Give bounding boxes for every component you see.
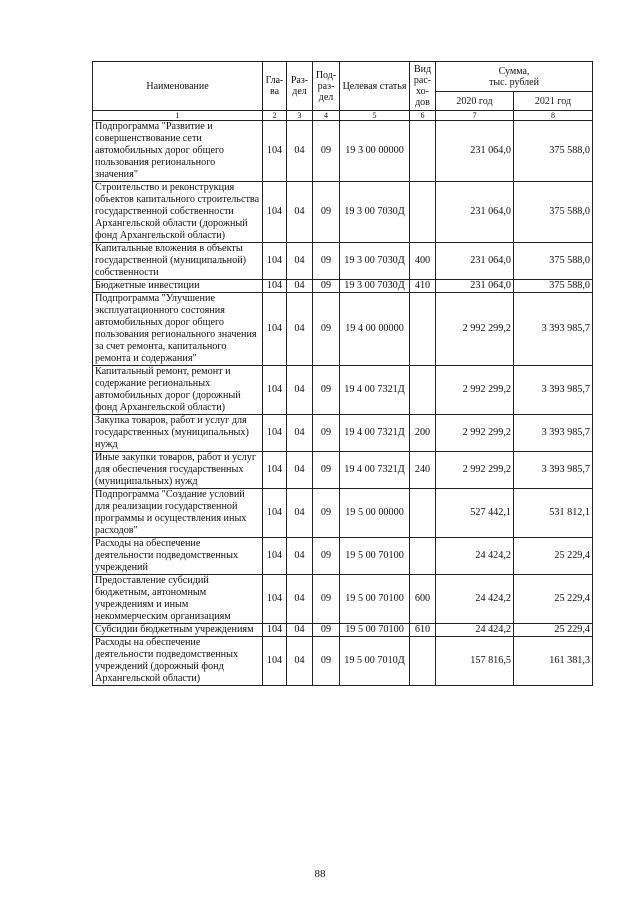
row-sum-2020: 2 992 299,2 bbox=[436, 415, 514, 452]
row-vid: 610 bbox=[410, 624, 436, 637]
table-row bbox=[93, 637, 593, 686]
row-podrazdel: 09 bbox=[313, 575, 340, 624]
row-sum-2021: 375 588,0 bbox=[514, 182, 593, 243]
row-sum-2021: 25 229,4 bbox=[514, 575, 593, 624]
row-statya: 19 4 00 7321Д bbox=[340, 415, 410, 452]
row-podrazdel: 09 bbox=[313, 452, 340, 489]
row-sum-2020: 527 442,1 bbox=[436, 489, 514, 538]
row-podrazdel: 09 bbox=[313, 538, 340, 575]
row-sum-2021: 375 588,0 bbox=[514, 280, 593, 293]
row-name: Расходы на обеспечение деятельности подведомственных учреждений bbox=[93, 538, 263, 575]
table-row bbox=[93, 415, 593, 452]
row-vid bbox=[410, 293, 436, 366]
row-glava: 104 bbox=[263, 489, 287, 538]
row-razdel: 04 bbox=[287, 637, 313, 686]
row-razdel: 04 bbox=[287, 121, 313, 182]
row-glava: 104 bbox=[263, 366, 287, 415]
row-statya: 19 5 00 70100 bbox=[340, 575, 410, 624]
row-vid: 200 bbox=[410, 415, 436, 452]
table-row bbox=[93, 624, 593, 637]
row-statya: 19 3 00 7030Д bbox=[340, 280, 410, 293]
row-podrazdel: 09 bbox=[313, 637, 340, 686]
row-glava: 104 bbox=[263, 624, 287, 637]
row-sum-2020: 157 816,5 bbox=[436, 637, 514, 686]
table-row bbox=[93, 121, 593, 182]
header-glava: Гла-ва bbox=[263, 62, 287, 111]
row-razdel: 04 bbox=[287, 280, 313, 293]
table-row bbox=[93, 182, 593, 243]
table-row bbox=[93, 366, 593, 415]
column-number: 7 bbox=[436, 111, 514, 121]
row-sum-2021: 3 393 985,7 bbox=[514, 293, 593, 366]
header-statya: Целевая статья bbox=[340, 62, 410, 111]
row-glava: 104 bbox=[263, 538, 287, 575]
budget-table bbox=[92, 61, 593, 686]
row-name: Подпрограмма "Создание условий для реализации государственной программы и осуществления иных расходов" bbox=[93, 489, 263, 538]
row-vid: 410 bbox=[410, 280, 436, 293]
table-row bbox=[93, 243, 593, 280]
row-podrazdel: 09 bbox=[313, 624, 340, 637]
row-statya: 19 4 00 7321Д bbox=[340, 452, 410, 489]
row-sum-2020: 231 064,0 bbox=[436, 182, 514, 243]
row-sum-2021: 25 229,4 bbox=[514, 624, 593, 637]
column-number: 6 bbox=[410, 111, 436, 121]
column-number: 5 bbox=[340, 111, 410, 121]
row-vid bbox=[410, 637, 436, 686]
header-podrazdel: Под-раз-дел bbox=[313, 62, 340, 111]
row-name: Капитальный ремонт, ремонт и содержание региональных автомобильных дорог (дорожный фонд Архангельской области) bbox=[93, 366, 263, 415]
row-sum-2021: 375 588,0 bbox=[514, 121, 593, 182]
column-number: 8 bbox=[514, 111, 593, 121]
row-glava: 104 bbox=[263, 243, 287, 280]
header-vid: Вид рас-хо-дов bbox=[410, 62, 436, 111]
row-name: Предоставление субсидий бюджетным, автономным учреждениям и иным некоммерческим организациям bbox=[93, 575, 263, 624]
row-sum-2020: 2 992 299,2 bbox=[436, 293, 514, 366]
row-sum-2021: 3 393 985,7 bbox=[514, 366, 593, 415]
row-glava: 104 bbox=[263, 280, 287, 293]
table-row bbox=[93, 575, 593, 624]
row-sum-2021: 531 812,1 bbox=[514, 489, 593, 538]
row-glava: 104 bbox=[263, 415, 287, 452]
row-name: Капитальные вложения в объекты государственной (муниципальной) собственности bbox=[93, 243, 263, 280]
row-razdel: 04 bbox=[287, 415, 313, 452]
header-razdel: Раз-дел bbox=[287, 62, 313, 111]
row-statya: 19 4 00 00000 bbox=[340, 293, 410, 366]
row-podrazdel: 09 bbox=[313, 280, 340, 293]
table-row bbox=[93, 452, 593, 489]
row-razdel: 04 bbox=[287, 624, 313, 637]
row-glava: 104 bbox=[263, 637, 287, 686]
page-number: 88 bbox=[314, 868, 326, 880]
row-statya: 19 5 00 70100 bbox=[340, 624, 410, 637]
table-row bbox=[93, 293, 593, 366]
row-sum-2020: 231 064,0 bbox=[436, 121, 514, 182]
row-glava: 104 bbox=[263, 293, 287, 366]
row-name: Строительство и реконструкция объектов капитального строительства государственной собственности Архангельской области (дорожный фонд Архангельской области) bbox=[93, 182, 263, 243]
row-statya: 19 3 00 7030Д bbox=[340, 243, 410, 280]
column-number: 3 bbox=[287, 111, 313, 121]
row-statya: 19 3 00 7030Д bbox=[340, 182, 410, 243]
row-vid: 400 bbox=[410, 243, 436, 280]
row-razdel: 04 bbox=[287, 489, 313, 538]
row-sum-2020: 24 424,2 bbox=[436, 575, 514, 624]
header-summa-line1: Сумма, bbox=[498, 65, 530, 77]
row-podrazdel: 09 bbox=[313, 121, 340, 182]
row-vid bbox=[410, 538, 436, 575]
row-vid bbox=[410, 182, 436, 243]
row-razdel: 04 bbox=[287, 243, 313, 280]
row-name: Субсидии бюджетным учреждениям bbox=[93, 624, 263, 637]
column-number: 4 bbox=[313, 111, 340, 121]
row-glava: 104 bbox=[263, 182, 287, 243]
row-sum-2021: 25 229,4 bbox=[514, 538, 593, 575]
row-razdel: 04 bbox=[287, 366, 313, 415]
header-name: Наименование bbox=[93, 62, 263, 111]
row-statya: 19 3 00 00000 bbox=[340, 121, 410, 182]
row-statya: 19 4 00 7321Д bbox=[340, 366, 410, 415]
row-statya: 19 5 00 70100 bbox=[340, 538, 410, 575]
row-vid bbox=[410, 489, 436, 538]
row-sum-2020: 24 424,2 bbox=[436, 624, 514, 637]
row-name: Иные закупки товаров, работ и услуг для обеспечения государственных (муниципальных) нужд bbox=[93, 452, 263, 489]
row-razdel: 04 bbox=[287, 452, 313, 489]
row-sum-2021: 3 393 985,7 bbox=[514, 452, 593, 489]
row-sum-2021: 161 381,3 bbox=[514, 637, 593, 686]
row-podrazdel: 09 bbox=[313, 489, 340, 538]
column-number: 1 bbox=[93, 111, 263, 121]
row-glava: 104 bbox=[263, 121, 287, 182]
header-year-2020: 2020 год bbox=[436, 92, 514, 111]
row-name: Подпрограмма "Развитие и совершенствование сети автомобильных дорог общего пользования регионального значения" bbox=[93, 121, 263, 182]
row-vid: 600 bbox=[410, 575, 436, 624]
row-sum-2020: 2 992 299,2 bbox=[436, 366, 514, 415]
row-sum-2020: 2 992 299,2 bbox=[436, 452, 514, 489]
row-vid: 240 bbox=[410, 452, 436, 489]
row-podrazdel: 09 bbox=[313, 182, 340, 243]
table-row bbox=[93, 489, 593, 538]
row-name: Расходы на обеспечение деятельности подведомственных учреждений (дорожный фонд Архангельской области) bbox=[93, 637, 263, 686]
row-sum-2020: 231 064,0 bbox=[436, 243, 514, 280]
row-name: Закупка товаров, работ и услуг для государственных (муниципальных) нужд bbox=[93, 415, 263, 452]
row-podrazdel: 09 bbox=[313, 415, 340, 452]
row-vid bbox=[410, 121, 436, 182]
column-number: 2 bbox=[263, 111, 287, 121]
row-sum-2020: 231 064,0 bbox=[436, 280, 514, 293]
row-razdel: 04 bbox=[287, 293, 313, 366]
row-razdel: 04 bbox=[287, 575, 313, 624]
row-glava: 104 bbox=[263, 575, 287, 624]
row-statya: 19 5 00 7010Д bbox=[340, 637, 410, 686]
row-sum-2021: 375 588,0 bbox=[514, 243, 593, 280]
table-row bbox=[93, 280, 593, 293]
row-name: Бюджетные инвестиции bbox=[93, 280, 263, 293]
row-razdel: 04 bbox=[287, 538, 313, 575]
row-podrazdel: 09 bbox=[313, 243, 340, 280]
header-year-2021: 2021 год bbox=[514, 92, 593, 111]
row-vid bbox=[410, 366, 436, 415]
header-summa-line2: тыс. рублей bbox=[489, 76, 539, 88]
row-statya: 19 5 00 00000 bbox=[340, 489, 410, 538]
row-podrazdel: 09 bbox=[313, 293, 340, 366]
column-number-row bbox=[93, 111, 593, 121]
row-glava: 104 bbox=[263, 452, 287, 489]
row-podrazdel: 09 bbox=[313, 366, 340, 415]
row-sum-2021: 3 393 985,7 bbox=[514, 415, 593, 452]
row-sum-2020: 24 424,2 bbox=[436, 538, 514, 575]
header-summa bbox=[436, 62, 593, 92]
row-name: Подпрограмма "Улучшение эксплуатационного состояния автомобильных дорог общего пользования регионального значения за счет ремонта, капитального ремонта и содержания" bbox=[93, 293, 263, 366]
row-razdel: 04 bbox=[287, 182, 313, 243]
table-row bbox=[93, 538, 593, 575]
